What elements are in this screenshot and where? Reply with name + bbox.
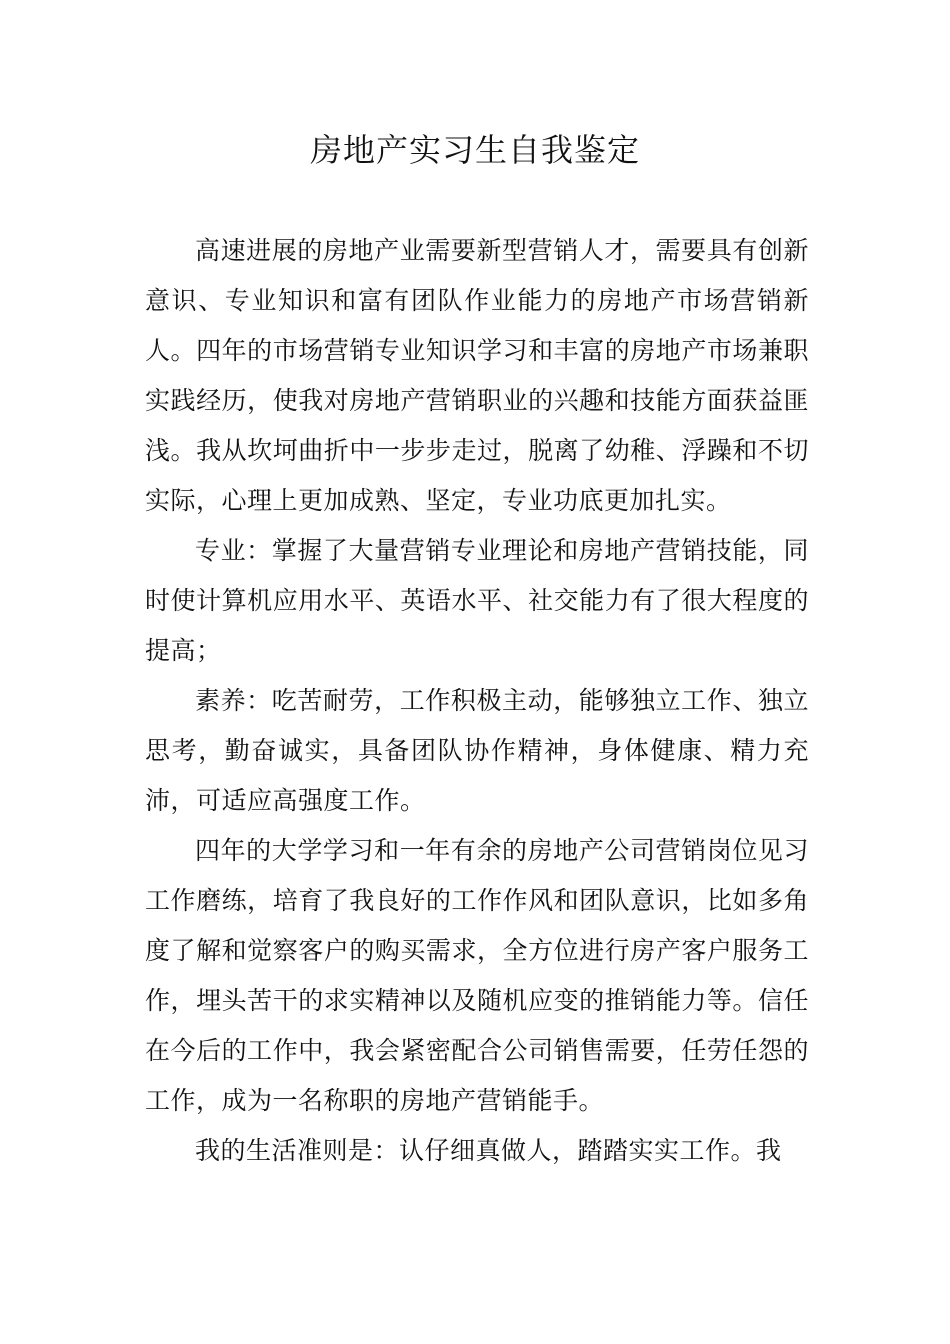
document-body bbox=[145, 226, 809, 1176]
paragraph-intro: 高速进展的房地产业需要新型营销人才，需要具有创新意识、专业知识和富有团队作业能力的房地产市场营销新人。四年的市场营销专业知识学习和丰富的房地产市场兼职实践经历，使我对房地产营销职业的兴趣和技能方面获益匪浅。我从坎坷曲折中一步步走过，脱离了幼稚、浮躁和不切实际，心理上更加成熟、坚定，专业功底更加扎实。 bbox=[145, 236, 809, 515]
document-title: 房地产实习生自我鉴定 bbox=[309, 131, 640, 169]
paragraph-profession: 专业：掌握了大量营销专业理论和房地产营销技能，同时使计算机应用水平、英语水平、社交能力有了很大程度的提高； bbox=[145, 536, 809, 665]
paragraph-experience: 四年的大学学习和一年有余的房地产公司营销岗位见习工作磨练，培育了我良好的工作作风和团队意识，比如多角度了解和觉察客户的购买需求，全方位进行房产客户服务工作，埋头苦干的求实精神以及随机应变的推销能力等。信任在今后的工作中，我会紧密配合公司销售需要，任劳任怨的工作，成为一名称职的房地产营销能手。 bbox=[145, 836, 809, 1115]
paragraph-quality: 素养：吃苦耐劳，工作积极主动，能够独立工作、独立思考，勤奋诚实，具备团队协作精神，身体健康、精力充沛，可适应高强度工作。 bbox=[145, 686, 809, 815]
paragraph-life-principle: 我的生活准则是：认仔细真做人，踏踏实实工作。我 bbox=[195, 1136, 782, 1165]
